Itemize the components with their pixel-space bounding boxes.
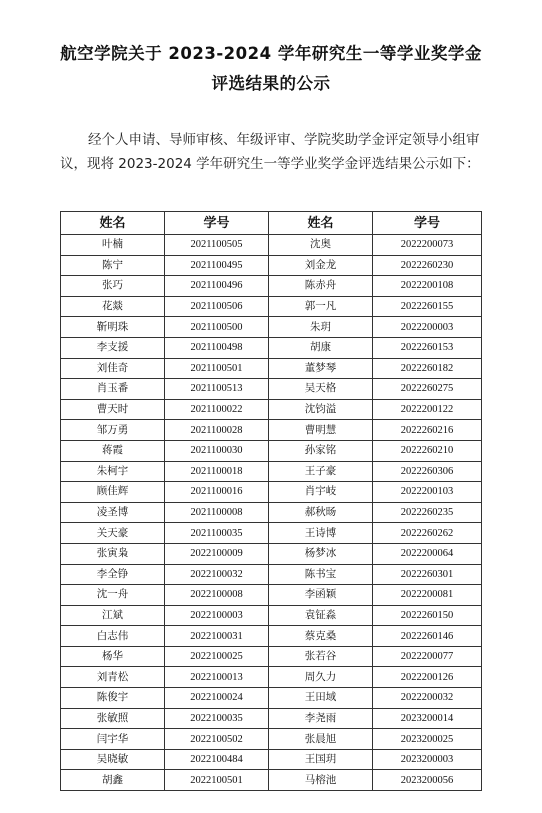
student-name-cell: 刘青松 [61,667,165,688]
student-id-cell: 2022100484 [165,749,269,770]
student-name-cell: 曹明慧 [269,420,373,441]
student-name-cell: 陈俊宇 [61,688,165,709]
student-name-cell: 叶楠 [61,235,165,256]
document-title-line1: 航空学院关于 2023-2024 学年研究生一等学业奖学金 [60,44,482,63]
student-name-cell: 邹万勇 [61,420,165,441]
student-id-cell: 2021100513 [165,379,269,400]
student-id-cell: 2021100498 [165,337,269,358]
student-id-cell: 2021100496 [165,276,269,297]
table-row [61,358,482,379]
student-name-cell: 李尧雨 [269,708,373,729]
student-name-cell: 沈一舟 [61,585,165,606]
table-row [61,667,482,688]
student-name-cell: 胡鑫 [61,770,165,791]
student-name-cell: 袁钲淼 [269,605,373,626]
table-row [61,626,482,647]
student-name-cell: 曹天时 [61,399,165,420]
table-row [61,235,482,256]
student-name-cell: 王子豪 [269,461,373,482]
student-id-cell: 2022260182 [373,358,482,379]
student-id-cell: 2022200126 [373,667,482,688]
student-id-cell: 2022200103 [373,482,482,503]
student-id-cell: 2022260275 [373,379,482,400]
student-id-cell: 2022200122 [373,399,482,420]
student-id-cell: 2023200056 [373,770,482,791]
student-name-cell: 陈书宝 [269,564,373,585]
table-row [61,317,482,338]
student-id-cell: 2023200003 [373,749,482,770]
student-id-cell: 2022260155 [373,296,482,317]
student-id-cell: 2022100008 [165,585,269,606]
table-row [61,543,482,564]
student-id-cell: 2022260306 [373,461,482,482]
student-name-cell: 白志伟 [61,626,165,647]
student-name-cell: 朱柯宇 [61,461,165,482]
student-id-cell: 2021100022 [165,399,269,420]
student-name-cell: 马榕池 [269,770,373,791]
student-name-cell: 杨梦冰 [269,543,373,564]
student-name-cell: 张敏照 [61,708,165,729]
student-id-cell: 2021100505 [165,235,269,256]
student-name-cell: 李支援 [61,337,165,358]
scholarship-result-table [60,211,482,791]
student-id-cell: 2022100025 [165,646,269,667]
header-id-2: 学号 [373,212,482,235]
student-name-cell: 张若谷 [269,646,373,667]
student-id-cell: 2022200003 [373,317,482,338]
student-name-cell: 花燚 [61,296,165,317]
student-name-cell: 蔡克桑 [269,626,373,647]
student-name-cell: 杨华 [61,646,165,667]
student-id-cell: 2022100031 [165,626,269,647]
student-name-cell: 郝秋旸 [269,502,373,523]
student-id-cell: 2022260235 [373,502,482,523]
table-row [61,523,482,544]
student-name-cell: 凌圣博 [61,502,165,523]
student-id-cell: 2022200064 [373,543,482,564]
student-id-cell: 2023200014 [373,708,482,729]
student-name-cell: 张巧 [61,276,165,297]
student-name-cell: 吴晓敏 [61,749,165,770]
student-id-cell: 2021100035 [165,523,269,544]
student-id-cell: 2022100024 [165,688,269,709]
table-body [61,235,482,791]
table-row [61,399,482,420]
student-name-cell: 刘佳奇 [61,358,165,379]
student-id-cell: 2021100506 [165,296,269,317]
student-id-cell: 2022260153 [373,337,482,358]
student-id-cell: 2021100501 [165,358,269,379]
intro-paragraph: 经个人申请、导师审核、年级评审、学院奖助学金评定领导小组审议，现将 2023-2024 学年研究生一等学业奖学金评选结果公示如下： [60,132,480,172]
student-id-cell: 2022200073 [373,235,482,256]
table-row [61,688,482,709]
student-id-cell: 2023200025 [373,729,482,750]
table-row [61,482,482,503]
student-id-cell: 2022200032 [373,688,482,709]
student-id-cell: 2022260210 [373,440,482,461]
student-id-cell: 2021100008 [165,502,269,523]
table-row [61,502,482,523]
student-id-cell: 2022100035 [165,708,269,729]
student-id-cell: 2022100013 [165,667,269,688]
student-id-cell: 2022100502 [165,729,269,750]
student-id-cell: 2022100009 [165,543,269,564]
student-name-cell: 李函颖 [269,585,373,606]
student-id-cell: 2022260146 [373,626,482,647]
header-name-1: 姓名 [61,212,165,235]
student-id-cell: 2022100003 [165,605,269,626]
student-id-cell: 2021100016 [165,482,269,503]
table-row [61,749,482,770]
student-name-cell: 王国玥 [269,749,373,770]
student-name-cell: 蒋霞 [61,440,165,461]
student-name-cell: 王诗博 [269,523,373,544]
table-row [61,276,482,297]
student-name-cell: 沈奥 [269,235,373,256]
table-row [61,461,482,482]
table-row [61,255,482,276]
table-row [61,296,482,317]
table-row [61,440,482,461]
table-header-row [61,212,482,235]
student-name-cell: 吴天格 [269,379,373,400]
student-id-cell: 2022200081 [373,585,482,606]
student-name-cell: 顾佳辉 [61,482,165,503]
table-row [61,729,482,750]
student-id-cell: 2022100501 [165,770,269,791]
student-id-cell: 2022260216 [373,420,482,441]
student-id-cell: 2022260301 [373,564,482,585]
table-row [61,770,482,791]
student-name-cell: 陈宁 [61,255,165,276]
student-name-cell: 胡康 [269,337,373,358]
student-id-cell: 2022200108 [373,276,482,297]
student-name-cell: 江斌 [61,605,165,626]
student-id-cell: 2022260230 [373,255,482,276]
student-name-cell: 肖玉番 [61,379,165,400]
student-name-cell: 董梦琴 [269,358,373,379]
student-id-cell: 2022260262 [373,523,482,544]
student-id-cell: 2022100032 [165,564,269,585]
student-id-cell: 2022200077 [373,646,482,667]
student-name-cell: 闫宇华 [61,729,165,750]
table-row [61,646,482,667]
student-name-cell: 王田域 [269,688,373,709]
student-id-cell: 2021100028 [165,420,269,441]
student-name-cell: 李全铮 [61,564,165,585]
table-row [61,337,482,358]
student-id-cell: 2021100018 [165,461,269,482]
table-row [61,585,482,606]
header-name-2: 姓名 [269,212,373,235]
student-name-cell: 沈钧溢 [269,399,373,420]
student-name-cell: 郭一凡 [269,296,373,317]
student-id-cell: 2021100030 [165,440,269,461]
student-name-cell: 关天豪 [61,523,165,544]
student-name-cell: 陈赤舟 [269,276,373,297]
document-title-line2: 评选结果的公示 [211,74,331,93]
student-id-cell: 2022260150 [373,605,482,626]
table-row [61,708,482,729]
table-row [61,420,482,441]
student-name-cell: 刘金龙 [269,255,373,276]
student-name-cell: 周久力 [269,667,373,688]
student-id-cell: 2021100500 [165,317,269,338]
student-name-cell: 靳明珠 [61,317,165,338]
student-id-cell: 2021100495 [165,255,269,276]
student-name-cell: 肖宇岐 [269,482,373,503]
header-id-1: 学号 [165,212,269,235]
student-name-cell: 张晨旭 [269,729,373,750]
student-name-cell: 孙家铭 [269,440,373,461]
student-name-cell: 朱玥 [269,317,373,338]
table-row [61,564,482,585]
table-row [61,379,482,400]
student-name-cell: 张寅枭 [61,543,165,564]
table-row [61,605,482,626]
intro-paragraph-block [60,128,494,176]
